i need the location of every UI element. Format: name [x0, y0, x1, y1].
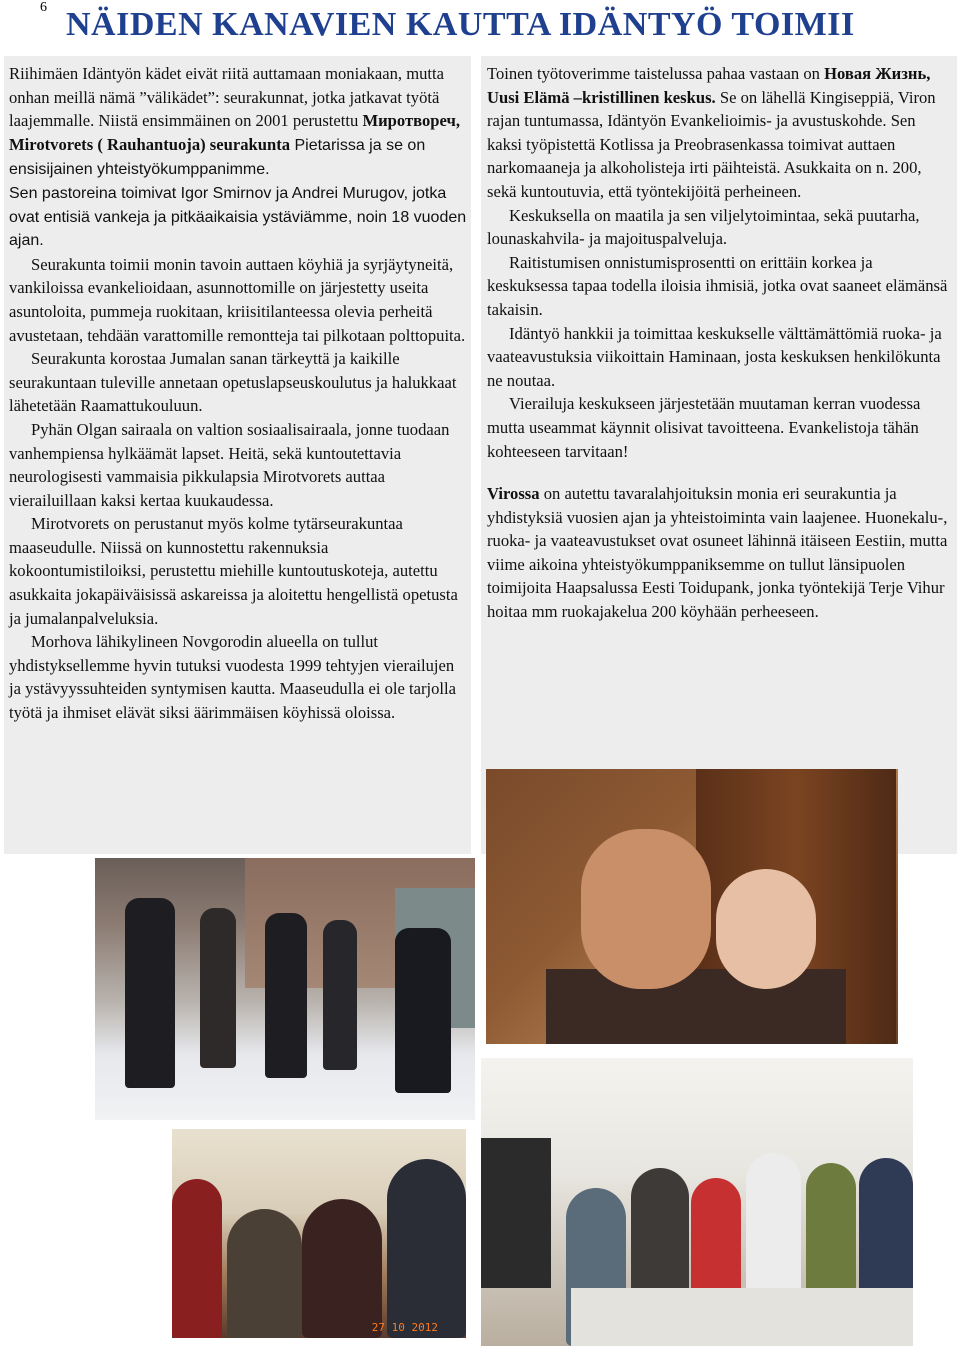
person-shape — [200, 908, 236, 1068]
right-p1-start: Toinen työtoverimme taistelussa pahaa vastaan on — [487, 64, 825, 83]
person-shape — [387, 1159, 466, 1338]
person-shape — [265, 913, 307, 1078]
right-p1-end: Se on lähellä Kingiseppiä, Viron rajan tuntumassa, Idäntyön Evankelioimis- ja avustuskohde. Sen kaksi työpistettä Kotlissa ja Preobrasenkassa toimivat auttaen narkomaaneja ja alkoholisteja irti päihteistä. Asukkaita on n. 200, sekä kuntoutuvia, että työntekijöitä perheineen. — [487, 87, 936, 201]
left-paragraph-3: Seurakunta toimii monin tavoin auttaen köyhiä ja syrjäytyneitä, vankiloissa evankelioidaan, asunnottomille on järjestetty useita asuntoloita, pummeja ruokitaan, kriisitilanteessa olevia perheitä avustetaan, tehdään varattomille remontteja tai pilkotaan polttopuita. — [9, 254, 466, 345]
right-paragraph-2: Keskuksella on maatila ja sen viljelytoimintaa, sekä puutarha, lounaskahvila- ja majoituspalveluja. — [487, 205, 920, 249]
photo-snow-street-group — [95, 858, 475, 1120]
right-paragraph-3: Raitistumisen onnistumisprosentti on erittäin korkea ja keskuksessa tapaa todella iloisia ihmisiä, jotka ovat saaneet elämänsä takaisin. — [487, 252, 948, 319]
right-paragraph-6 — [487, 482, 953, 624]
oven-shape — [481, 1138, 551, 1288]
right-paragraph-4: Idäntyö hankkii ja toimittaa keskukselle välttämättömiä ruoka- ja vaateavustuksia viikoittain Haminaan, josta keskuksen henkilökunta ne noutaa. — [487, 323, 942, 390]
page-number: 6 — [40, 0, 47, 15]
left-p1-start: Riihimäen Idäntyön kädet eivät riitä auttamaan moniakaan, mutta onhan meillä nämä ”välikädet”: seurakunnat, jotka jatkavat työtä laajemmalle. Niistä ensimmäinen on 2001 perustettu — [9, 64, 444, 131]
right-text-panel — [481, 56, 957, 854]
shirt-shape — [546, 969, 846, 1044]
man-face-shape — [581, 829, 711, 989]
person-shape — [227, 1209, 302, 1338]
left-text-panel — [4, 56, 471, 854]
right-paragraph-5: Vierailuja keskukseen järjestetään muutaman kerran vuodessa mutta useammat käynnit olisivat tavoitteena. Evankelistoja tähän kohteeseen tarvitaan! — [487, 394, 921, 461]
left-paragraph-2: Sen pastoreina toimivat Igor Smirnov ja Andrei Murugov, jotka ovat entisiä vankeja ja pitkäaikaisia ystäviämme, noin 18 vuoden ajan. — [9, 184, 467, 250]
left-paragraph-5: Pyhän Olgan sairaala on valtion sosiaalisairaala, jonne tuodaan vanhempiensa hylkäämät lapset. Heitä, sekä kuntoutettavia neurologisesti vammaisia pikkulapsia Mirotvorets auttaa vierailuillaan kaksi kertaa kuukaudessa. — [9, 419, 450, 510]
left-paragraph-1 — [9, 62, 467, 182]
person-shape — [323, 920, 357, 1070]
mirotvorets-name: Миротвореч, Mirotvorets ( Rauhantuoja) seurakunta — [9, 111, 460, 154]
left-p1-end: Pietarissa ja se on ensisijainen yhteistyökumppanimme. — [9, 136, 426, 179]
table-shape — [571, 1288, 913, 1346]
person-shape — [395, 928, 451, 1093]
person-shape — [172, 1179, 222, 1338]
left-paragraph-7: Morhova lähikylineen Novgorodin alueella on tullut yhdistyksellemme hyvin tutuksi vuodesta 1999 tehtyjen vierailujen ja ystävyyssuhteiden syntymisen kautta. Maaseudulla ei ole tarjolla työtä ja ihmiset elävät siksi äärimmäisen köyhissä oloissa. — [9, 632, 457, 723]
person-shape — [302, 1199, 382, 1338]
left-paragraph-6: Mirotvorets on perustanut myös kolme tytärseurakuntaa maaseudulle. Niissä on kunnostettu rakennuksia kokoontumistiloiksi, perustettu miehille kuntoutuskoteja, autettu asukkaita jokapäiväisissä askareissa ja aloitettu hengellistä opetusta ja jumalanpalveluksia. — [9, 514, 458, 628]
person-shape — [125, 898, 175, 1088]
right-p6-rest: on autettu tavaralahjoituksin monia eri seurakuntia ja yhdistyksiä vuosien ajan ja yhteistoiminta vain laajenee. Huonekalu-, ruoka- ja vaateavustukset ovat osuneet lähinnä itäiseen Eestiin, mutta viime aikoina yhteistyökumppaniksemme on tullut länsipuolen toimijoita Haapsalussa Eesti Toidupank, jonka työntekijä Terje Vihur hoitaa mm ruokajakelua 200 köyhään perheeseen. — [487, 484, 948, 622]
virossa-label: Virossa — [487, 484, 540, 504]
photo-indoor-elderly-group — [172, 1129, 466, 1338]
photo-man-with-child — [486, 769, 898, 1044]
left-paragraph-4: Seurakunta korostaa Jumalan sanan tärkeyttä ja kaikille seurakuntaan tuleville annetaan opetuslapseuskoulutus ja halukkaat lähetetään Raamattukouluun. — [9, 349, 457, 416]
page-headline: NÄIDEN KANAVIEN KAUTTA IDÄNTYÖ TOIMII — [66, 6, 855, 43]
right-paragraph-1 — [487, 62, 953, 204]
photo-date-stamp: 27 10 2012 — [371, 1321, 438, 1334]
photo-kitchen-children — [481, 1058, 913, 1346]
uusi-elama-name: Новая Жизнь, Uusi Elämä –kristillinen keskus. — [487, 64, 931, 107]
child-face-shape — [716, 869, 816, 989]
